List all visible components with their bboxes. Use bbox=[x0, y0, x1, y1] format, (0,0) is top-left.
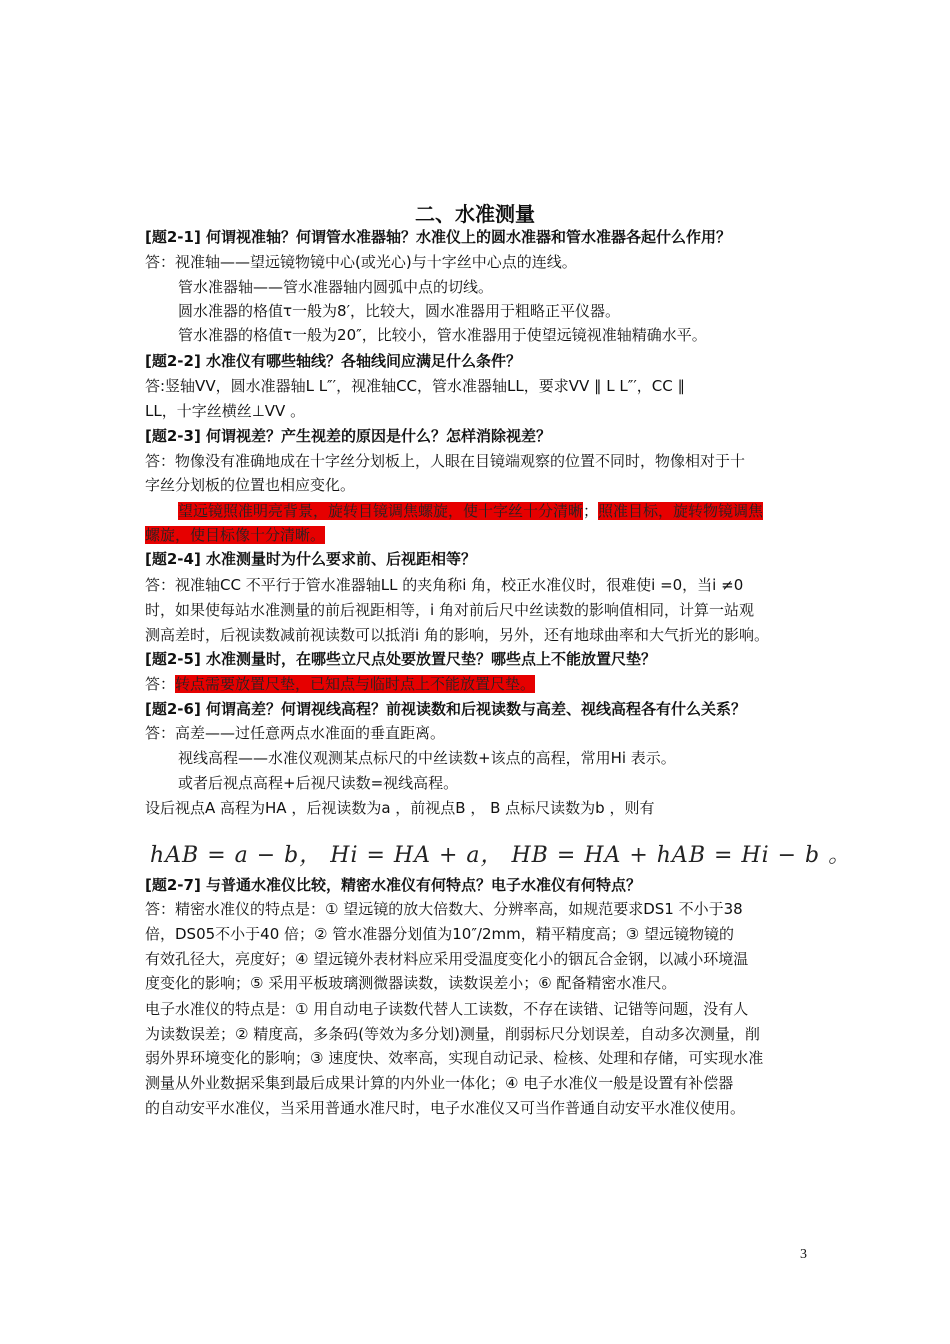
answer-line: 管水准器的格值τ一般为20″，比较小，管水准器用于使望远镜视准轴精确水平。 bbox=[178, 326, 707, 344]
answer-line: 圆水准器的格值τ一般为8′，比较大，圆水准器用于粗略正平仪器。 bbox=[178, 302, 620, 320]
page-number: 3 bbox=[800, 1247, 807, 1262]
question-2-3: [题2-3] 何谓视差？产生视差的原因是什么？怎样消除视差？ bbox=[145, 427, 552, 445]
separator-text: ； bbox=[583, 502, 599, 520]
answer-line: 测高差时，后视读数减前视读数可以抵消i 角的影响，另外，还有地球曲率和大气折光的影响。 bbox=[145, 626, 769, 644]
answer-prefix: 答： bbox=[145, 675, 176, 693]
answer-line: 有效孔径大，亮度好；④ 望远镜外表材料应采用受温度变化小的铟瓦合金钢，以减小环境温 bbox=[145, 950, 749, 968]
height-formula: hAB = a − b， Hi = HA + a， HB = HA + hAB = Hi − b 。 bbox=[150, 843, 852, 868]
answer-line: 时，如果使每站水准测量的前后视距相等，i 角对前后尺中丝读数的影响值相同，计算一站观 bbox=[145, 601, 754, 619]
highlight-text: 望远镜照准明亮背景，旋转目镜调焦螺旋，使十字丝十分清晰 bbox=[178, 502, 584, 520]
question-2-6: [题2-6] 何谓高差？何谓视线高程？前视读数和后视读数与高差、视线高程各有什么关系？ bbox=[145, 700, 747, 718]
answer-line: 管水准器轴——管水准器轴内圆弧中点的切线。 bbox=[178, 278, 494, 296]
answer-line: 设后视点A 高程为HA ，后视读数为a ，前视点B ， B 点标尺读数为b ，则有 bbox=[145, 799, 655, 817]
answer-line: 答：精密水准仪的特点是：① 望远镜的放大倍数大、分辨率高，如规范要求DS1 不小于38 bbox=[145, 900, 743, 918]
answer-line: 视线高程——水准仪观测某点标尺的中丝读数+该点的高程，常用Hi 表示。 bbox=[178, 749, 676, 767]
answer-line: 答：视准轴——望远镜物镜中心(或光心)与十字丝中心点的连线。 bbox=[145, 253, 577, 271]
highlight-text: 照准目标，旋转物镜调焦 bbox=[598, 502, 764, 520]
answer-line: 字丝分划板的位置也相应变化。 bbox=[145, 476, 356, 494]
answer-line: 倍，DS05不小于40 倍；② 管水准器分划值为10″/2mm，精平精度高；③ 望远镜物镜的 bbox=[145, 925, 734, 943]
answer-line: 答：物像没有准确地成在十字丝分划板上，人眼在目镜端观察的位置不同时，物像相对于十 bbox=[145, 452, 746, 470]
answer-line: 度变化的影响；⑤ 采用平板玻璃测微器读数，读数误差小；⑥ 配备精密水准尺。 bbox=[145, 974, 677, 992]
answer-line: LL，十字丝横丝⊥VV 。 bbox=[145, 402, 306, 420]
question-2-5: [题2-5] 水准测量时，在哪些立尺点处要放置尺垫？哪些点上不能放置尺垫？ bbox=[145, 650, 657, 668]
answer-line: 答：高差——过任意两点水准面的垂直距离。 bbox=[145, 724, 446, 742]
highlight-text: 螺旋，使目标像十分清晰。 bbox=[145, 526, 326, 544]
highlighted-line bbox=[178, 500, 858, 522]
answer-line: 测量从外业数据采集到最后成果计算的内外业一体化；④ 电子水准仪一般是设置有补偿器 bbox=[145, 1074, 734, 1092]
highlighted-line bbox=[145, 524, 825, 546]
answer-line: 的自动安平水准仪，当采用普通水准尺时，电子水准仪又可当作普通自动安平水准仪使用。 bbox=[145, 1099, 746, 1117]
highlighted-line bbox=[145, 673, 825, 695]
question-2-1: [题2-1] 何谓视准轴？何谓管水准器轴？水准仪上的圆水准器和管水准器各起什么作用？ bbox=[145, 228, 732, 246]
answer-line: 电子水准仪的特点是：① 用自动电子读数代替人工读数，不存在读错、记错等问题，没有人 bbox=[145, 1000, 749, 1018]
question-2-4: [题2-4] 水准测量时为什么要求前、后视距相等？ bbox=[145, 550, 477, 568]
section-title: 二、水准测量 bbox=[415, 202, 535, 226]
answer-line: 弱外界环境变化的影响；③ 速度快、效率高，实现自动记录、检核、处理和存储，可实现水准 bbox=[145, 1049, 764, 1067]
answer-line: 为读数误差；② 精度高，多条码(等效为多分划)测量，削弱标尺分划误差，自动多次测量，削 bbox=[145, 1025, 760, 1043]
highlight-text: 转点需要放置尺垫，已知点与临时点上不能放置尺垫。 bbox=[175, 675, 536, 693]
question-2-2: [题2-2] 水准仪有哪些轴线？各轴线间应满足什么条件？ bbox=[145, 352, 522, 370]
answer-line: 答：视准轴CC 不平行于管水准器轴LL 的夹角称i 角，校正水准仪时，很难使i =0，当i ≠0 bbox=[145, 576, 744, 594]
question-2-7: [题2-7] 与普通水准仪比较，精密水准仪有何特点？电子水准仪有何特点？ bbox=[145, 876, 642, 894]
answer-line: 或者后视点高程+后视尺读数=视线高程。 bbox=[178, 774, 459, 792]
answer-line: 答:竖轴VV，圆水准器轴L L″′，视准轴CC，管水准器轴LL，要求VV ∥ L L″′，CC ∥ bbox=[145, 377, 685, 395]
